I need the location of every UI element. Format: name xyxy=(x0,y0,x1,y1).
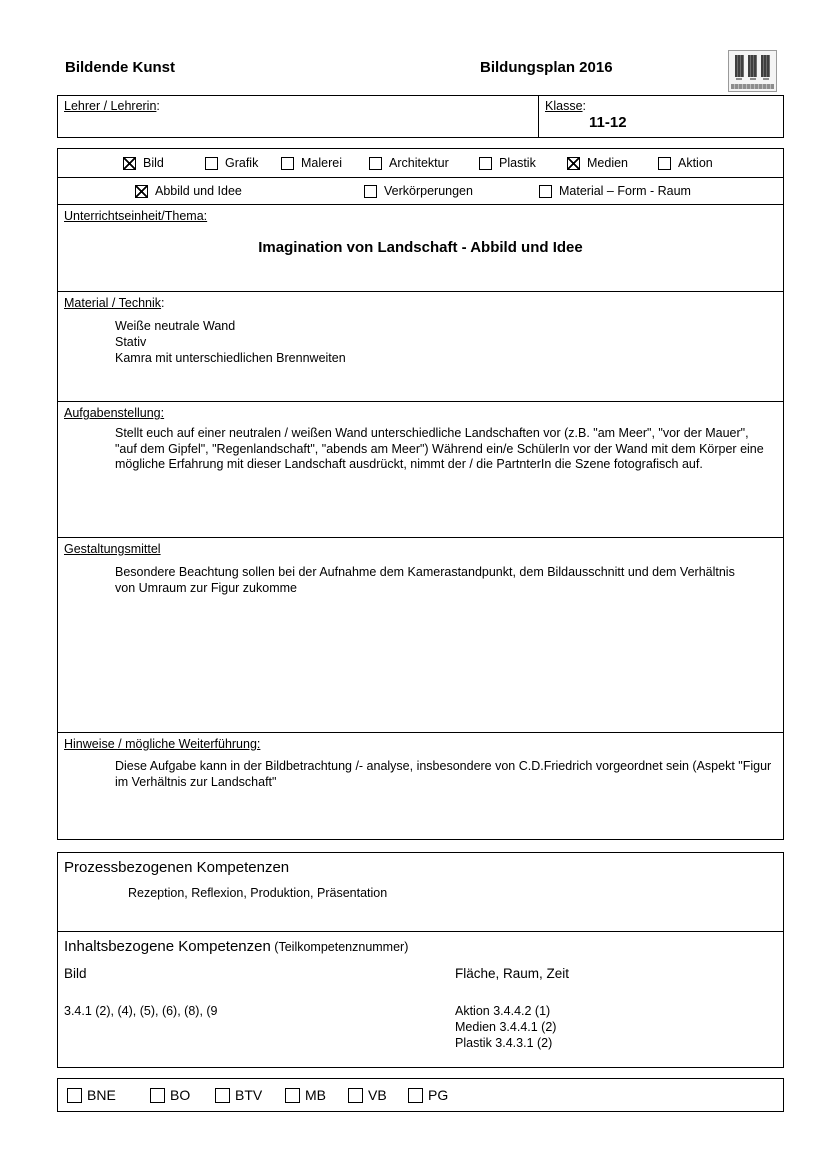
checkbox-label: Architektur xyxy=(389,156,449,170)
checkbox-medien[interactable] xyxy=(567,156,628,170)
material-items xyxy=(115,318,783,366)
checkbox-btv[interactable] xyxy=(215,1087,262,1103)
checkbox-label: BNE xyxy=(87,1087,116,1103)
checkbox-icon xyxy=(567,157,580,170)
section-task xyxy=(58,401,783,537)
class-label: Klasse xyxy=(545,99,583,113)
logo-bars xyxy=(729,51,776,77)
competence-line: 3.4.1 (2), (4), (5), (6), (8), (9 xyxy=(64,1004,218,1018)
content-competences-subheading: (Teilkompetenznummer) xyxy=(270,940,409,954)
material-label-colon: : xyxy=(161,296,165,310)
content-competences-heading: Inhaltsbezogene Kompetenzen xyxy=(64,938,271,955)
checkbox-icon xyxy=(369,157,382,170)
checkbox-vb[interactable] xyxy=(348,1087,387,1103)
checkbox-mb[interactable] xyxy=(285,1087,326,1103)
checkbox-icon xyxy=(135,185,148,198)
logo-foot xyxy=(736,78,742,80)
main-table xyxy=(57,148,784,840)
checkbox-label: BTV xyxy=(235,1087,263,1103)
process-competences-heading: Prozessbezogenen Kompetenzen xyxy=(64,859,290,876)
checkbox-label: Grafik xyxy=(225,156,259,170)
checkbox-label: Verkörperungen xyxy=(384,184,473,198)
checkbox-malerei[interactable] xyxy=(281,156,342,170)
checkbox-abbild-und-idee[interactable] xyxy=(135,184,242,198)
theme-label: Unterrichtseinheit/Thema: xyxy=(64,209,208,223)
design-means-label: Gestaltungsmittel xyxy=(64,542,161,556)
teacher-label: Lehrer / Lehrerin xyxy=(64,99,157,113)
institution-logo-icon xyxy=(728,50,777,92)
theme-title: Imagination von Landschaft - Abbild und Idee xyxy=(258,239,583,256)
checkbox-aktion[interactable] xyxy=(658,156,713,170)
checkbox-label: Medien xyxy=(587,156,628,170)
checkbox-icon xyxy=(215,1088,230,1103)
material-item: Kamra mit unterschiedlichen Brennweiten xyxy=(115,351,346,365)
checkbox-label: Aktion xyxy=(678,156,713,170)
section-theme xyxy=(58,204,783,291)
checkbox-bild[interactable] xyxy=(123,156,164,170)
process-competences-text: Rezeption, Reflexion, Produktion, Präsentation xyxy=(128,886,388,900)
left-column-lines xyxy=(64,1003,455,1019)
checkbox-icon xyxy=(205,157,218,170)
checkbox-icon xyxy=(539,185,552,198)
section-process-competences xyxy=(58,853,783,931)
checkbox-grafik[interactable] xyxy=(205,156,258,170)
teacher-field[interactable] xyxy=(58,96,539,137)
notes-label: Hinweise / mögliche Weiterführung: xyxy=(64,737,261,751)
competence-line: Plastik 3.4.3.1 (2) xyxy=(455,1036,553,1050)
checkbox-icon xyxy=(364,185,377,198)
content-competences-right-column xyxy=(455,966,777,1051)
checkbox-icon xyxy=(150,1088,165,1103)
plan-title: Bildungsplan 2016 xyxy=(480,59,613,76)
material-item: Stativ xyxy=(115,335,147,349)
material-label: Material / Technik xyxy=(64,296,162,310)
competence-line: Aktion 3.4.4.2 (1) xyxy=(455,1004,551,1018)
logo-feet xyxy=(729,77,776,80)
section-notes xyxy=(58,732,783,839)
checkbox-icon xyxy=(67,1088,82,1103)
content-competences-columns xyxy=(64,966,777,1051)
section-design-means xyxy=(58,537,783,732)
teacher-class-table xyxy=(57,95,784,138)
competences-table xyxy=(57,852,784,1068)
category-row-1 xyxy=(58,149,783,177)
checkbox-label: BO xyxy=(170,1087,191,1103)
category-row-2 xyxy=(58,177,783,204)
logo-bar xyxy=(735,55,744,77)
checkbox-label: Plastik xyxy=(499,156,536,170)
task-label: Aufgabenstellung: xyxy=(64,406,165,420)
checkbox-bne[interactable] xyxy=(67,1087,116,1103)
checkbox-plastik[interactable] xyxy=(479,156,536,170)
notes-text: Diese Aufgabe kann in der Bildbetrachtung /- analyse, insbesondere von C.D.Friedrich vorgeordnet sein (Aspekt "Figur im Verhältnis zur Landschaft" xyxy=(115,759,772,789)
class-value: 11-12 xyxy=(589,114,627,131)
checkbox-icon xyxy=(348,1088,363,1103)
checkbox-label: PG xyxy=(428,1087,449,1103)
checkbox-icon xyxy=(281,157,294,170)
right-column-lines xyxy=(455,1003,777,1051)
material-item: Weiße neutrale Wand xyxy=(115,319,236,333)
design-means-text: Besondere Beachtung sollen bei der Aufnahme dem Kamerastandpunkt, dem Bildausschnitt und dem Verhältnis von Umraum zur Figur zukomme xyxy=(115,565,735,595)
checkbox-label: Malerei xyxy=(301,156,342,170)
checkbox-label: VB xyxy=(368,1087,387,1103)
logo-caption-strip xyxy=(731,84,774,89)
checkbox-pg[interactable] xyxy=(408,1087,448,1103)
class-label-colon: : xyxy=(582,99,587,113)
logo-foot xyxy=(750,78,756,80)
section-content-competences xyxy=(58,931,783,1067)
content-competences-left-column xyxy=(64,966,455,1051)
competence-line: Medien 3.4.4.1 (2) xyxy=(455,1020,557,1034)
footer-tags-row xyxy=(57,1078,784,1112)
task-text: Stellt euch auf einer neutralen / weißen Wand unterschiedliche Landschaften vor (z.B. "am Meer", "vor der Mauer", "auf dem Gipfel", "Regenlandschaft", "abends am Meer") Während ein/e SchülerIn vor der Wand mit dem Körper eine mögliche Erfahrung mit dieser Landschaft ausdrückt, nimmt der / die PartnterIn die Szene fotografisch auf. xyxy=(115,426,764,471)
checkbox-icon xyxy=(123,157,136,170)
checkbox-label: Abbild und Idee xyxy=(155,184,242,198)
section-material xyxy=(58,291,783,401)
checkbox-icon xyxy=(479,157,492,170)
checkbox-icon xyxy=(408,1088,423,1103)
left-column-title: Bild xyxy=(64,966,87,981)
checkbox-verkoerperungen[interactable] xyxy=(364,184,473,198)
logo-bar xyxy=(748,55,757,77)
checkbox-architektur[interactable] xyxy=(369,156,449,170)
subject-title: Bildende Kunst xyxy=(65,59,176,76)
logo-foot xyxy=(763,78,769,80)
teacher-label-colon: : xyxy=(156,99,160,113)
right-column-title: Fläche, Raum, Zeit xyxy=(455,966,570,981)
checkbox-label: Material – Form - Raum xyxy=(559,184,691,198)
checkbox-icon xyxy=(658,157,671,170)
checkbox-label: MB xyxy=(305,1087,326,1103)
checkbox-label: Bild xyxy=(143,156,164,170)
checkbox-bo[interactable] xyxy=(150,1087,190,1103)
logo-bar xyxy=(761,55,770,77)
checkbox-material-form-raum[interactable] xyxy=(539,184,691,198)
class-field[interactable] xyxy=(539,96,783,137)
checkbox-icon xyxy=(285,1088,300,1103)
